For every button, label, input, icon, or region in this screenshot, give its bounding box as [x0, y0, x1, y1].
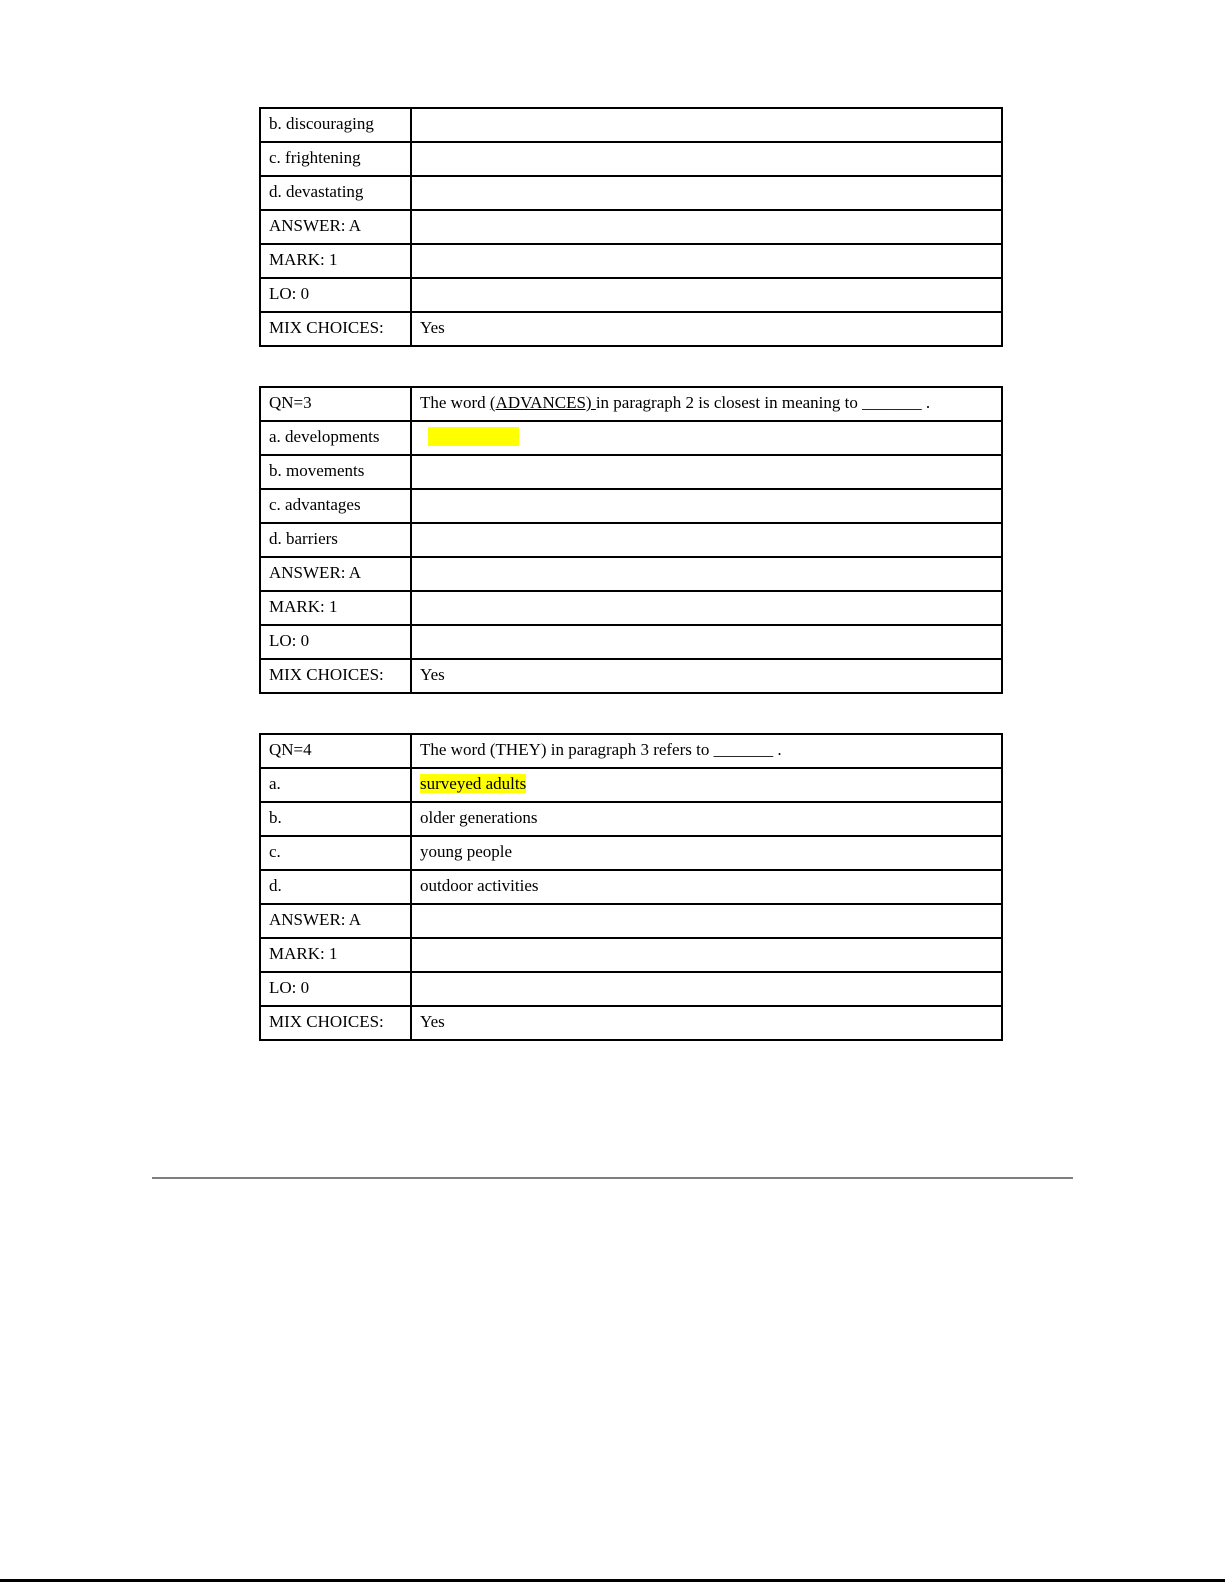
- table-row: [260, 210, 1002, 244]
- row-value-cell: [411, 557, 1002, 591]
- table-row: [260, 768, 1002, 802]
- table-row: [260, 421, 1002, 455]
- row-value-cell: [411, 523, 1002, 557]
- row-label-cell: MARK: 1: [260, 591, 411, 625]
- table-row: [260, 734, 1002, 768]
- table-row: [260, 108, 1002, 142]
- row-label-cell: d. devastating: [260, 176, 411, 210]
- table-row: [260, 557, 1002, 591]
- table-row: [260, 625, 1002, 659]
- row-value-cell: [411, 972, 1002, 1006]
- table-row: [260, 870, 1002, 904]
- table-row: [260, 904, 1002, 938]
- row-value-cell: [411, 210, 1002, 244]
- row-value-cell: older generations: [411, 802, 1002, 836]
- row-label-cell: MIX CHOICES:: [260, 312, 411, 346]
- table-row: [260, 836, 1002, 870]
- table-row: [260, 802, 1002, 836]
- row-label-cell: LO: 0: [260, 972, 411, 1006]
- table-row: [260, 489, 1002, 523]
- question-text-cell: [411, 734, 1002, 768]
- question-text: in paragraph 2 is closest in meaning to _______ .: [595, 393, 931, 412]
- question-text-cell: [411, 387, 1002, 421]
- row-label-cell: b. discouraging: [260, 108, 411, 142]
- row-value-cell: young people: [411, 836, 1002, 870]
- row-value-cell: Yes: [411, 659, 1002, 693]
- highlighted-blank: [428, 427, 519, 446]
- page-bottom-rule: [0, 1579, 1225, 1582]
- row-value-cell: [411, 625, 1002, 659]
- table-row: [260, 244, 1002, 278]
- table-row: [260, 142, 1002, 176]
- row-value-cell: [411, 489, 1002, 523]
- row-value-cell: Yes: [411, 312, 1002, 346]
- row-label-cell: ANSWER: A: [260, 557, 411, 591]
- underlined-word: (ADVANCES): [489, 393, 596, 412]
- row-label-cell: MARK: 1: [260, 244, 411, 278]
- table-row: [260, 278, 1002, 312]
- row-value-cell: [411, 278, 1002, 312]
- row-label-cell: c. advantages: [260, 489, 411, 523]
- row-value-cell: [411, 108, 1002, 142]
- row-label-cell: c. frightening: [260, 142, 411, 176]
- row-value-cell: Yes: [411, 1006, 1002, 1040]
- table-row: [260, 591, 1002, 625]
- row-label-cell: d.: [260, 870, 411, 904]
- row-value-cell: [411, 421, 1002, 455]
- question-number-cell: QN=4: [260, 734, 411, 768]
- table-row: [260, 312, 1002, 346]
- row-label-cell: ANSWER: A: [260, 210, 411, 244]
- row-label-cell: LO: 0: [260, 278, 411, 312]
- row-value-cell: [411, 938, 1002, 972]
- question-text: The word (THEY) in paragraph 3 refers to _______ .: [420, 740, 782, 759]
- question-text: The word: [420, 393, 490, 412]
- row-label-cell: c.: [260, 836, 411, 870]
- question-3-table: [259, 386, 1003, 694]
- question-4-table: [259, 733, 1003, 1041]
- table-row: [260, 659, 1002, 693]
- row-label-cell: MIX CHOICES:: [260, 659, 411, 693]
- row-label-cell: b. movements: [260, 455, 411, 489]
- row-label-cell: MIX CHOICES:: [260, 1006, 411, 1040]
- row-label-cell: d. barriers: [260, 523, 411, 557]
- table-row: [260, 176, 1002, 210]
- row-value-cell: [411, 768, 1002, 802]
- section-divider-line: [152, 1177, 1073, 1179]
- question-2-table-partial: [259, 107, 1003, 347]
- highlighted-text: surveyed adults: [420, 774, 527, 793]
- row-value-cell: [411, 455, 1002, 489]
- row-value-cell: [411, 244, 1002, 278]
- row-label-cell: b.: [260, 802, 411, 836]
- table-row: [260, 523, 1002, 557]
- row-value-cell: [411, 591, 1002, 625]
- table-row: [260, 387, 1002, 421]
- table-row: [260, 972, 1002, 1006]
- row-value-cell: [411, 176, 1002, 210]
- row-value-cell: [411, 142, 1002, 176]
- row-label-cell: MARK: 1: [260, 938, 411, 972]
- row-label-cell: ANSWER: A: [260, 904, 411, 938]
- row-label-cell: a. developments: [260, 421, 411, 455]
- row-value-cell: outdoor activities: [411, 870, 1002, 904]
- question-number-cell: QN=3: [260, 387, 411, 421]
- row-label-cell: LO: 0: [260, 625, 411, 659]
- row-label-cell: a.: [260, 768, 411, 802]
- table-row: [260, 938, 1002, 972]
- table-row: [260, 1006, 1002, 1040]
- row-value-cell: [411, 904, 1002, 938]
- table-row: [260, 455, 1002, 489]
